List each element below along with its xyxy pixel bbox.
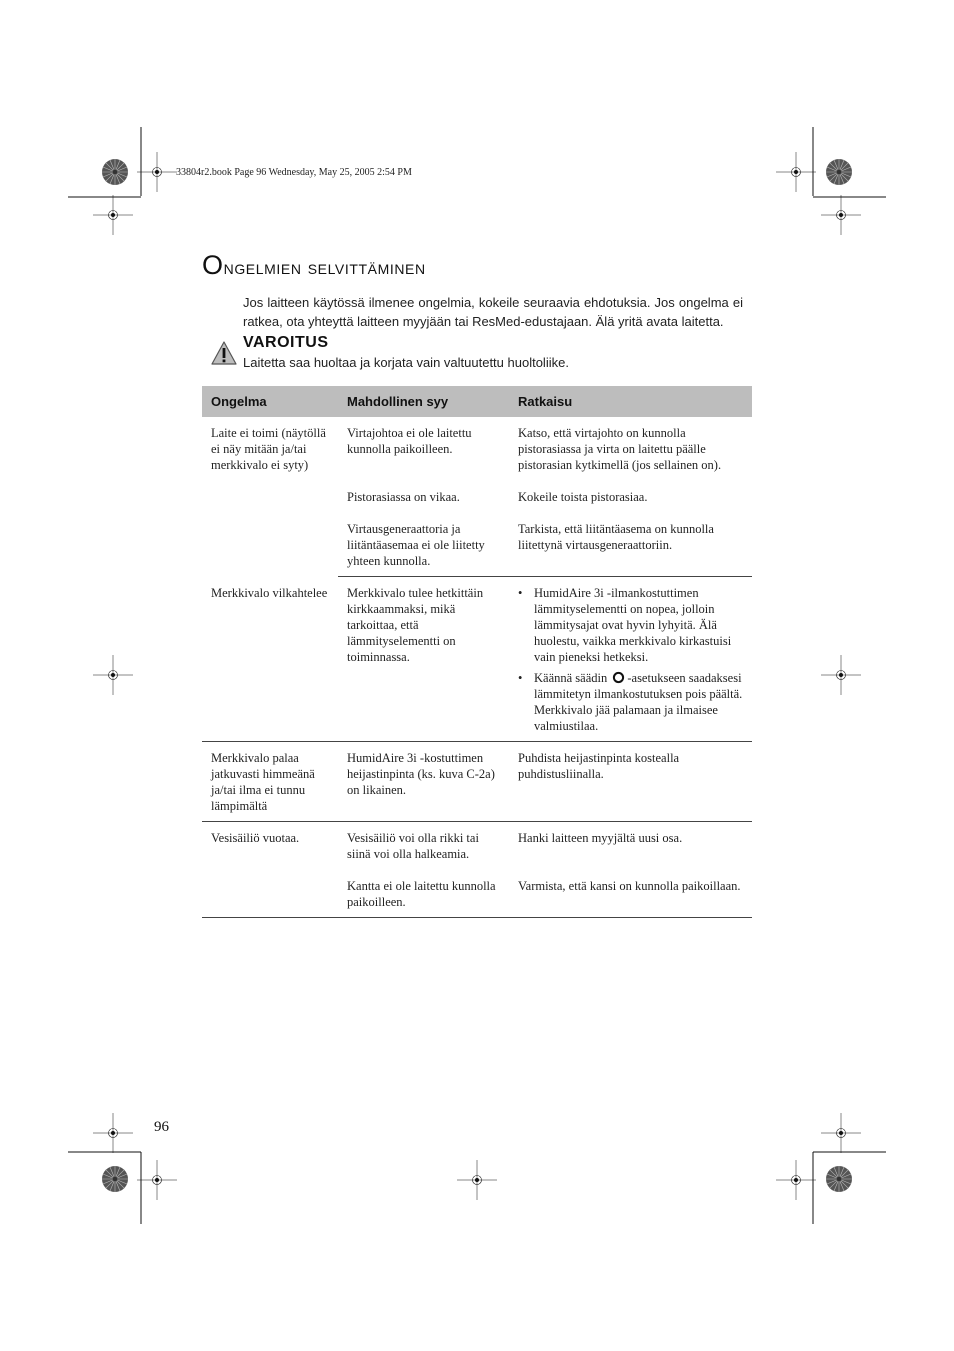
book-header-line: 33804r2.book Page 96 Wednesday, May 25, 2005 2:54 PM [176,167,412,178]
solution-cell: Katso, että virtajohto on kunnolla pistorasiassa ja virta on laitettu päälle pistorasian kytkimellä (jos sellainen on). [518,426,722,472]
title-rest: ngelmien selvittäminen [223,257,426,279]
table-header-row [202,386,752,417]
cause-cell: HumidAire 3i -kostuttimen heijastinpinta (ks. kuva C-2a) on likainen. [338,742,509,822]
bullet-dot: • [518,586,523,600]
warning-text: Laitetta saa huoltaa ja korjata vain valtuutettu huoltoliike. [243,355,569,370]
header-problem: Ongelma [202,386,338,417]
cause-cell: Virtajohtoa ei ole laitettu kunnolla paikoilleen. [347,426,472,456]
header-cause: Mahdollinen syy [338,386,509,417]
list-item: • Käännä säädin -asetukseen saadaksesi lämmitetyn ilmankostutuksen pois päältä. Merkkivalo jää palamaan ja ilmaisee valmiustilaa. [518,671,743,733]
warning-triangle-icon [210,340,238,366]
cause-cell: Merkkivalo tulee hetkittäin kirkkaammaksi, mikä tarkoittaa, että lämmityselementti on toiminnassa. [338,577,509,742]
solution-bullets [518,585,743,734]
solution-cell: Kokeile toista pistorasiaa. [518,490,648,504]
bullet-dot: • [518,671,523,685]
cause-cell: Virtausgeneraattoria ja liitäntäasemaa ei ole liitetty yhteen kunnolla. [338,505,509,577]
solution-cell: Hanki laitteen myyjältä uusi osa. [518,831,683,845]
warning-title: VAROITUS [243,334,329,351]
header-solution: Ratkaisu [509,386,752,417]
troubleshooting-table [202,386,752,918]
list-item: • HumidAire 3i -ilmankostuttimen lämmityselementti on nopea, jolloin lämmitysajat ovat hyvin lyhyitä. Älä huolestu, vaikka merkkivalo kirkastuisi vain pieneksi hetkeksi. [518,586,732,664]
page-number: 96 [154,1119,169,1135]
dial-off-icon [612,671,625,684]
intro-paragraph: Jos laitteen käytössä ilmenee ongelmia, kokeile seuraavia ehdotuksia. Jos ongelma ei ratkea, ota yhteyttä laitteen myyjään tai ResMed-edustajaan. Älä yritä avata laitetta. [243,295,743,329]
title-initial: O [202,250,224,280]
solution-cell [509,577,752,742]
solution-cell: Tarkista, että liitäntäasema on kunnolla liitettynä virtausgeneraattoriin. [509,505,752,577]
problem-cell: Merkkivalo palaa jatkuvasti himmeänä ja/tai ilma ei tunnu lämpimältä [202,742,338,822]
cause-cell: Vesisäiliö voi olla rikki tai siinä voi olla halkeamia. [347,831,479,861]
solution-cell: Varmista, että kansi on kunnolla paikoillaan. [509,862,752,918]
page-title [202,250,426,281]
problem-cell: Vesisäiliö vuotaa. [202,822,338,918]
table-row [202,577,752,742]
cause-cell: Pistorasiassa on vikaa. [347,490,460,504]
table-row [202,822,752,863]
solution-cell: Puhdista heijastinpinta kostealla puhdistusliinalla. [509,742,752,822]
problem-cell: Merkkivalo vilkahtelee [202,577,338,742]
table-row [202,742,752,822]
table-row [202,417,752,473]
problem-cell: Laite ei toimi (näytöllä ei näy mitään ja/tai merkkivalo ei syty) [211,426,326,472]
cause-cell: Kantta ei ole laitettu kunnolla paikoilleen. [338,862,509,918]
